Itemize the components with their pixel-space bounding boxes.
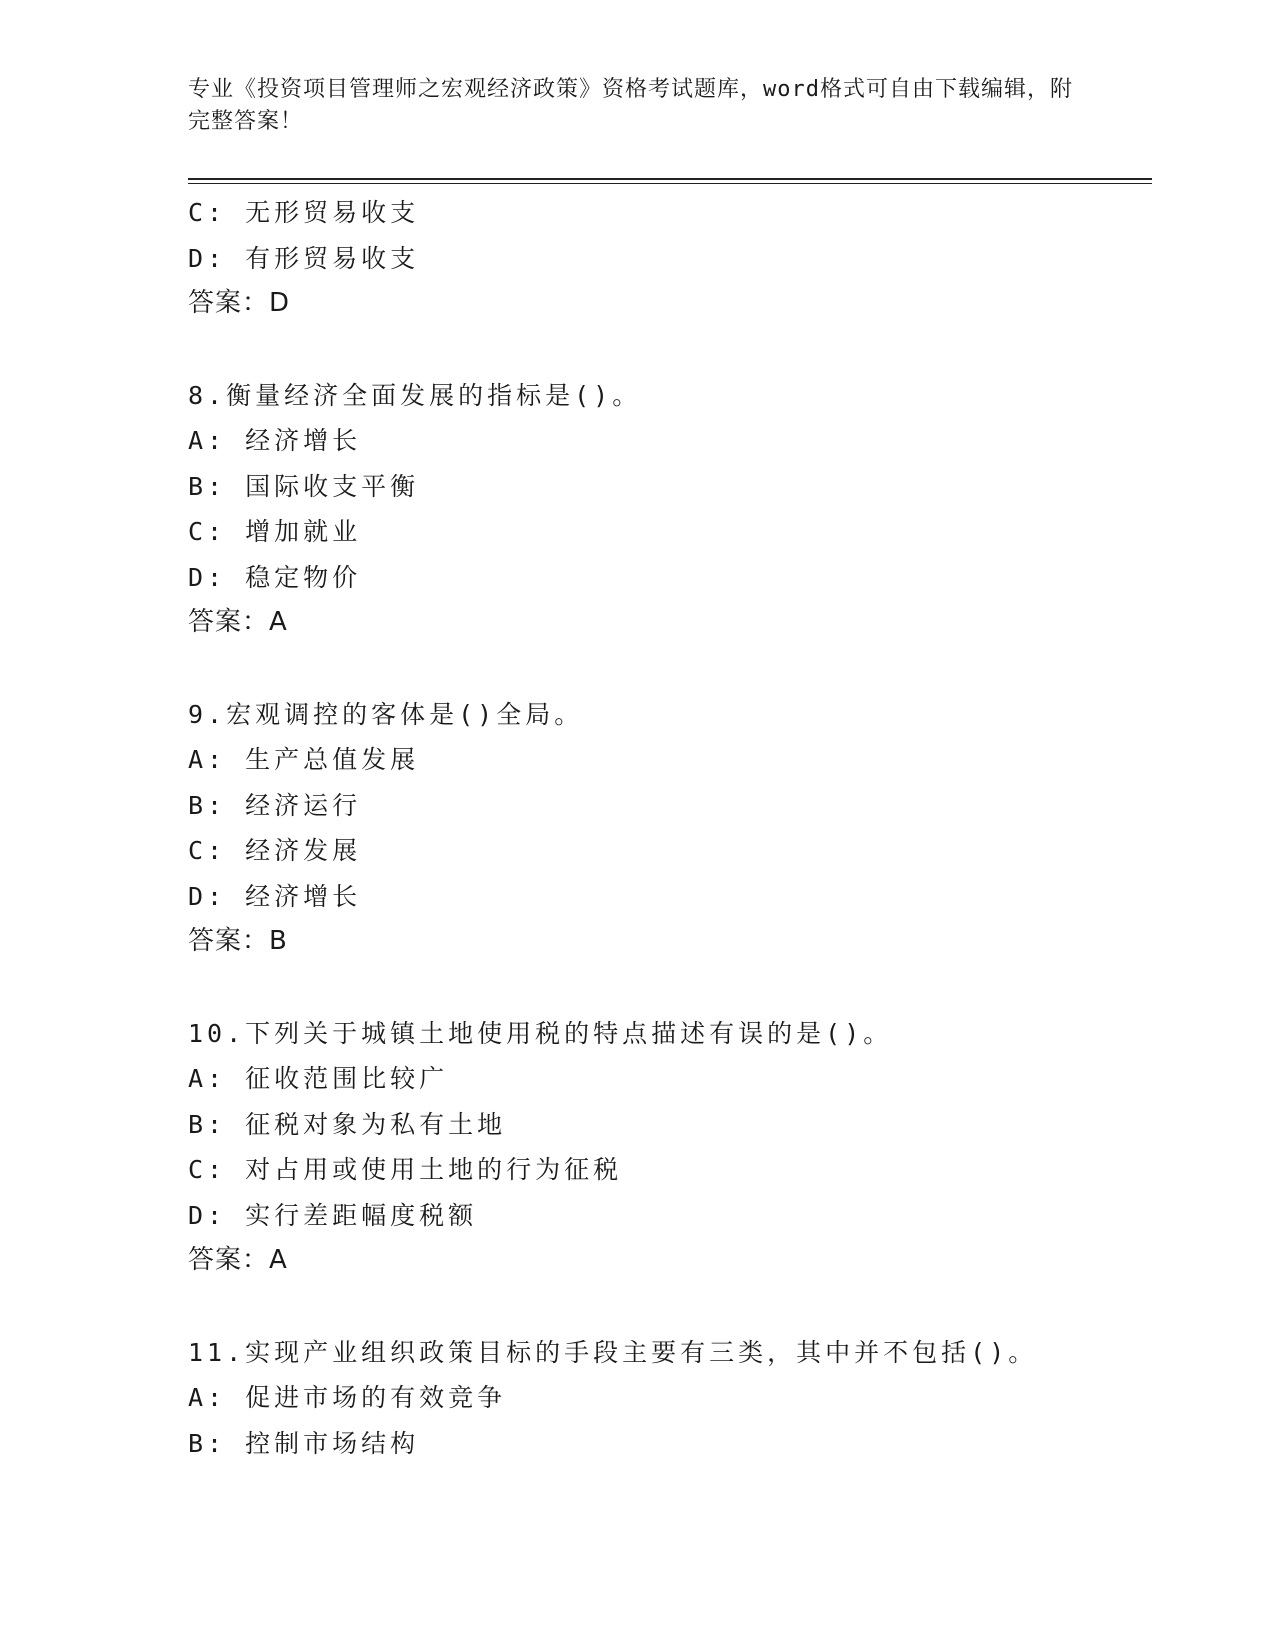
- option-d: D: 实行差距幅度税额: [188, 1200, 478, 1230]
- question-stem: 10.下列关于城镇土地使用税的特点描述有误的是()。: [188, 1018, 893, 1048]
- answer-line: 答案：A: [188, 607, 288, 637]
- option-b: B: 征税对象为私有土地: [188, 1109, 507, 1139]
- option-a: A: 经济增长: [188, 426, 362, 455]
- question-gap: [188, 1284, 1152, 1330]
- option-a: A: 征收范围比较广: [188, 1064, 449, 1093]
- option-c: C: 对占用或使用土地的行为征税: [188, 1155, 623, 1184]
- option-d: D: 稳定物价: [188, 562, 362, 592]
- option-a: A: 促进市场的有效竞争: [188, 1383, 507, 1412]
- question-gap: [188, 965, 1152, 1011]
- question-gap: [188, 646, 1152, 692]
- question-stem: 9.宏观调控的客体是()全局。: [188, 699, 584, 729]
- option-a: A: 生产总值发展: [188, 745, 420, 774]
- option-c: C: 经济发展: [188, 836, 362, 865]
- option-c: C: 增加就业: [188, 517, 362, 546]
- question-stem: 8.衡量经济全面发展的指标是()。: [188, 380, 642, 410]
- answer-line: 答案：D: [188, 288, 291, 318]
- option-b: B: 国际收支平衡: [188, 471, 420, 501]
- question-stem: 11.实现产业组织政策目标的手段主要有三类，其中并不包括()。: [188, 1337, 1038, 1367]
- header-divider: [188, 178, 1152, 184]
- option-d: D: 经济增长: [188, 881, 362, 911]
- question-list: [188, 190, 1152, 1466]
- document-header: 专业《投资项目管理师之宏观经济政策》资格考试题库，word格式可自由下载编辑，附完整答案！: [188, 77, 1073, 134]
- question-gap: [188, 327, 1152, 373]
- option-d: D: 有形贸易收支: [188, 243, 420, 273]
- option-b: B: 控制市场结构: [188, 1428, 420, 1458]
- option-b: B: 经济运行: [188, 790, 362, 820]
- option-c: C: 无形贸易收支: [188, 198, 420, 227]
- answer-line: 答案：A: [188, 1245, 288, 1275]
- answer-line: 答案：B: [188, 926, 288, 956]
